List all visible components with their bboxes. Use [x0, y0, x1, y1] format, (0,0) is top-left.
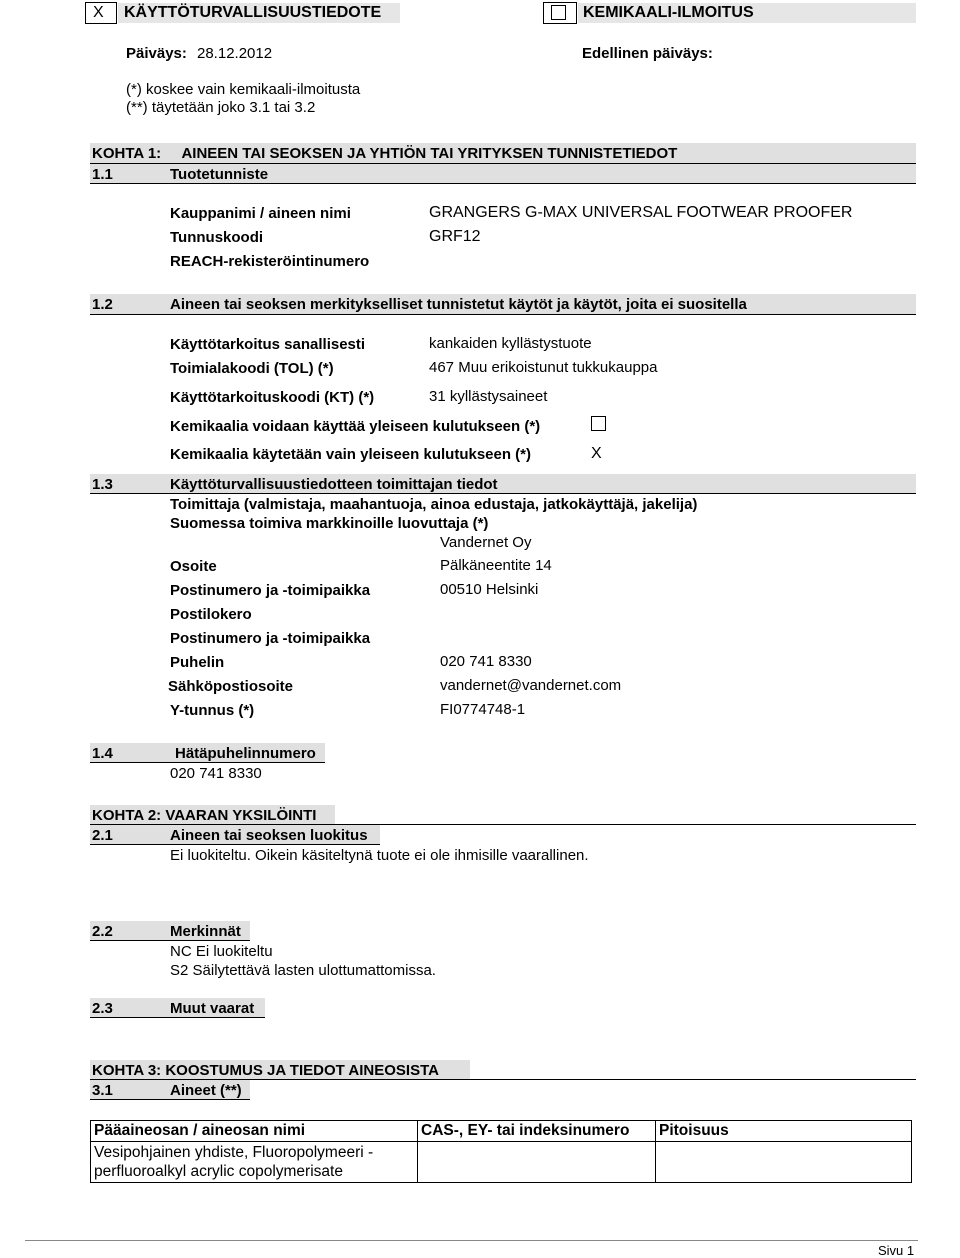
consumer-only-label: Kemikaalia käytetään vain yleiseen kulutukseen (*): [170, 446, 532, 463]
s31-number: 3.1: [92, 1082, 113, 1099]
code-value: GRF12: [429, 228, 481, 245]
s31-title: Aineet (**): [170, 1082, 242, 1099]
trade-name-label: Kauppanimi / aineen nimi: [170, 205, 351, 222]
s14-title: Hätäpuhelinnumero: [175, 745, 316, 762]
labelling-line1: NC Ei luokiteltu: [170, 943, 273, 960]
substance-name-line2: perfluoroalkyl acrylic copolymerisate: [94, 1163, 343, 1180]
col-header-concentration: Pitoisuus: [656, 1121, 912, 1142]
col-header-cas: CAS-, EY- tai indeksinumero: [418, 1121, 656, 1142]
postal-label: Postinumero ja -toimipaikka: [170, 582, 371, 599]
consumer-only-mark: X: [591, 445, 602, 462]
substance-name-line1: Vesipohjainen yhdiste, Fluoropolymeeri -: [94, 1144, 374, 1161]
s22-rule: [90, 940, 250, 941]
postal2-label: Postinumero ja -toimipaikka: [170, 630, 371, 647]
s22-number: 2.2: [92, 923, 113, 940]
s12-title: Aineen tai seoksen merkitykselliset tunnistetut käytöt ja käytöt, joita ei suositella: [170, 296, 747, 313]
section3-title: KOHTA 3: KOOSTUMUS JA TIEDOT AINEOSISTA: [92, 1062, 439, 1079]
s31-rule: [90, 1099, 250, 1100]
supplier-name: Vandernet Oy: [440, 534, 532, 551]
email-value: vandernet@vandernet.com: [440, 677, 622, 694]
postal-value: 00510 Helsinki: [440, 581, 539, 598]
table-header-row: [91, 1121, 912, 1142]
labelling-line2: S2 Säilytettävä lasten ulottumattomissa.: [170, 962, 436, 979]
s13-rule: [90, 493, 916, 494]
phone-label: Puhelin: [170, 654, 225, 671]
trade-name-value: GRANGERS G-MAX UNIVERSAL FOOTWEAR PROOFER: [429, 204, 853, 221]
previous-date-label: Edellinen päiväys:: [582, 45, 713, 62]
note-fill-either: (**) täytetään joko 3.1 tai 3.2: [126, 99, 316, 116]
notification-title: KEMIKAALI-ILMOITUS: [583, 4, 754, 21]
s21-rule: [90, 844, 380, 845]
table-row: [91, 1142, 912, 1183]
s22-title: Merkinnät: [170, 923, 241, 940]
col-header-name: Pääaineosan / aineosan nimi: [91, 1121, 418, 1142]
use-label: Käyttötarkoitus sanallisesti: [170, 336, 366, 353]
s23-rule: [90, 1017, 265, 1018]
reach-label: REACH-rekisteröintinumero: [170, 253, 370, 270]
cell-cas: [418, 1142, 656, 1183]
notification-checkbox-inner: [551, 5, 566, 20]
tol-label: Toimialakoodi (TOL) (*): [170, 360, 334, 377]
supplier-line1: Toimittaja (valmistaja, maahantuoja, ainoa edustaja, jatkokäyttäjä, jakelija): [170, 496, 698, 513]
sds-checkbox-mark: X: [93, 4, 104, 21]
sds-title: KÄYTTÖTURVALLISUUSTIEDOTE: [124, 4, 382, 21]
pobox-label: Postilokero: [170, 606, 252, 623]
s23-title: Muut vaarat: [170, 1000, 255, 1017]
date-label: Päiväys:: [126, 45, 187, 62]
consumer-use-label: Kemikaalia voidaan käyttää yleiseen kulutukseen (*): [170, 418, 541, 435]
s14-number: 1.4: [92, 745, 113, 762]
s14-rule: [90, 762, 325, 763]
email-label: Sähköpostiosoite: [168, 678, 294, 695]
s11-title: Tuotetunniste: [170, 166, 269, 183]
footer-rule: [25, 1240, 918, 1241]
section1-title: KOHTA 1: AINEEN TAI SEOKSEN JA YHTIÖN TAI YRITYKSEN TUNNISTETIEDOT: [92, 145, 678, 162]
s12-rule: [90, 314, 916, 315]
address-label: Osoite: [170, 558, 217, 575]
note-notification-only: (*) koskee vain kemikaali-ilmoitusta: [126, 81, 361, 98]
section2-title: KOHTA 2: VAARAN YKSILÖINTI: [92, 807, 317, 824]
address-value: Pälkäneentite 14: [440, 557, 552, 574]
emergency-phone: 020 741 8330: [170, 765, 262, 782]
s11-number: 1.1: [92, 166, 113, 183]
s12-number: 1.2: [92, 296, 113, 313]
ytunnus-value: FI0774748-1: [440, 701, 526, 718]
tol-value: 467 Muu erikoistunut tukkukauppa: [429, 359, 658, 376]
s11-rule: [90, 183, 916, 184]
use-value: kankaiden kyllästystuote: [429, 335, 592, 352]
ytunnus-label: Y-tunnus (*): [170, 702, 255, 719]
cell-substance-name: [91, 1142, 418, 1183]
supplier-line2: Suomessa toimiva markkinoille luovuttaja (*): [170, 515, 489, 532]
page-number: Sivu 1: [878, 1243, 915, 1258]
s23-number: 2.3: [92, 1000, 113, 1017]
consumer-use-checkbox[interactable]: [591, 416, 606, 431]
substances-table: [90, 1120, 912, 1183]
phone-value: 020 741 8330: [440, 653, 532, 670]
s21-title: Aineen tai seoksen luokitus: [170, 827, 368, 844]
kt-value: 31 kyllästysaineet: [429, 388, 548, 405]
s21-number: 2.1: [92, 827, 113, 844]
s13-title: Käyttöturvallisuustiedotteen toimittajan tiedot: [170, 476, 498, 493]
date-value: 28.12.2012: [197, 45, 273, 62]
code-label: Tunnuskoodi: [170, 229, 264, 246]
classification-text: Ei luokiteltu. Oikein käsiteltynä tuote ei ole ihmisille vaarallinen.: [170, 847, 589, 864]
cell-concentration: [656, 1142, 912, 1183]
s13-number: 1.3: [92, 476, 113, 493]
kt-label: Käyttötarkoituskoodi (KT) (*): [170, 389, 375, 406]
